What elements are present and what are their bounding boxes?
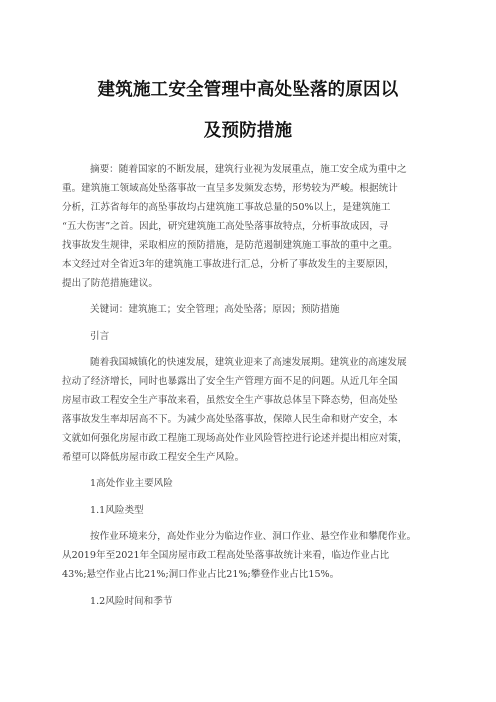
- section-1-1-line-2: 从2019年至2021年全国房屋市政工程高处坠落事故统计来看，临边作业占比: [62, 550, 390, 561]
- abstract-line-3: 分析，江苏省每年的高坠事故均占建筑施工事故总量的50%以上，是建筑施工: [62, 202, 391, 213]
- abstract-line-6: 本文经过对全省近3年的建筑施工事故进行汇总，分析了事故发生的主要原因，: [62, 259, 395, 270]
- intro-line-2: 拉动了经济增长，同时也暴露出了安全生产管理方面不足的问题。从近几年全国: [62, 376, 398, 387]
- intro-heading: 引言: [90, 331, 110, 342]
- intro-line-4: 落事故发生率却居高不下。为减少高处坠落事故，保障人民生命和财产安全，本: [62, 414, 398, 425]
- abstract-line-1: 摘要：随着国家的不断发展，建筑行业视为发展重点，施工安全成为重中之: [90, 164, 407, 175]
- section-1-1-line-3: 43%;悬空作业占比21%;洞口作业占比21%;攀登作业占比15%。: [62, 569, 340, 580]
- section-1-2-heading: 1.2风险时间和季节: [90, 596, 173, 607]
- section-1-heading: 1高处作业主要风险: [90, 478, 173, 489]
- intro-line-5: 文就如何强化房屋市政工程施工现场高处作业风险管控进行论述并提出相应对策，: [62, 433, 408, 444]
- intro-line-6: 希望可以降低房屋市政工程安全生产风险。: [62, 452, 245, 463]
- section-1-1-heading: 1.1风险类型: [90, 505, 144, 516]
- abstract-line-2: 重。建筑施工领域高处坠落事故一直呈多发频发态势，形势较为严峻。根据统计: [62, 183, 398, 194]
- abstract-line-7: 提出了防范措施建议。: [62, 278, 158, 289]
- abstract-line-4: “五大伤害”之首。因此，研究建筑施工高处坠落事故特点，分析事故成因，寻: [62, 221, 389, 232]
- section-1-1-line-1: 按作业环境来分，高处作业分为临边作业、洞口作业、悬空作业和攀爬作业。: [90, 531, 417, 542]
- abstract-line-5: 找事故发生规律，采取相应的预防措施，是防范遏制建筑施工事故的重中之重。: [62, 240, 398, 251]
- intro-line-1: 随着我国城镇化的快速发展，建筑业迎来了高速发展期。建筑业的高速发展: [90, 357, 407, 368]
- document-title-line-2: 及预防措施: [203, 121, 293, 141]
- document-title-line-1: 建筑施工安全管理中高处坠落的原因以: [97, 80, 399, 100]
- intro-line-3: 房屋市政工程安全生产事故来看，虽然安全生产事故总体呈下降态势，但高处坠: [62, 395, 398, 406]
- keywords-line: 关键词：建筑施工；安全管理；高处坠落；原因；预防措施: [90, 304, 340, 315]
